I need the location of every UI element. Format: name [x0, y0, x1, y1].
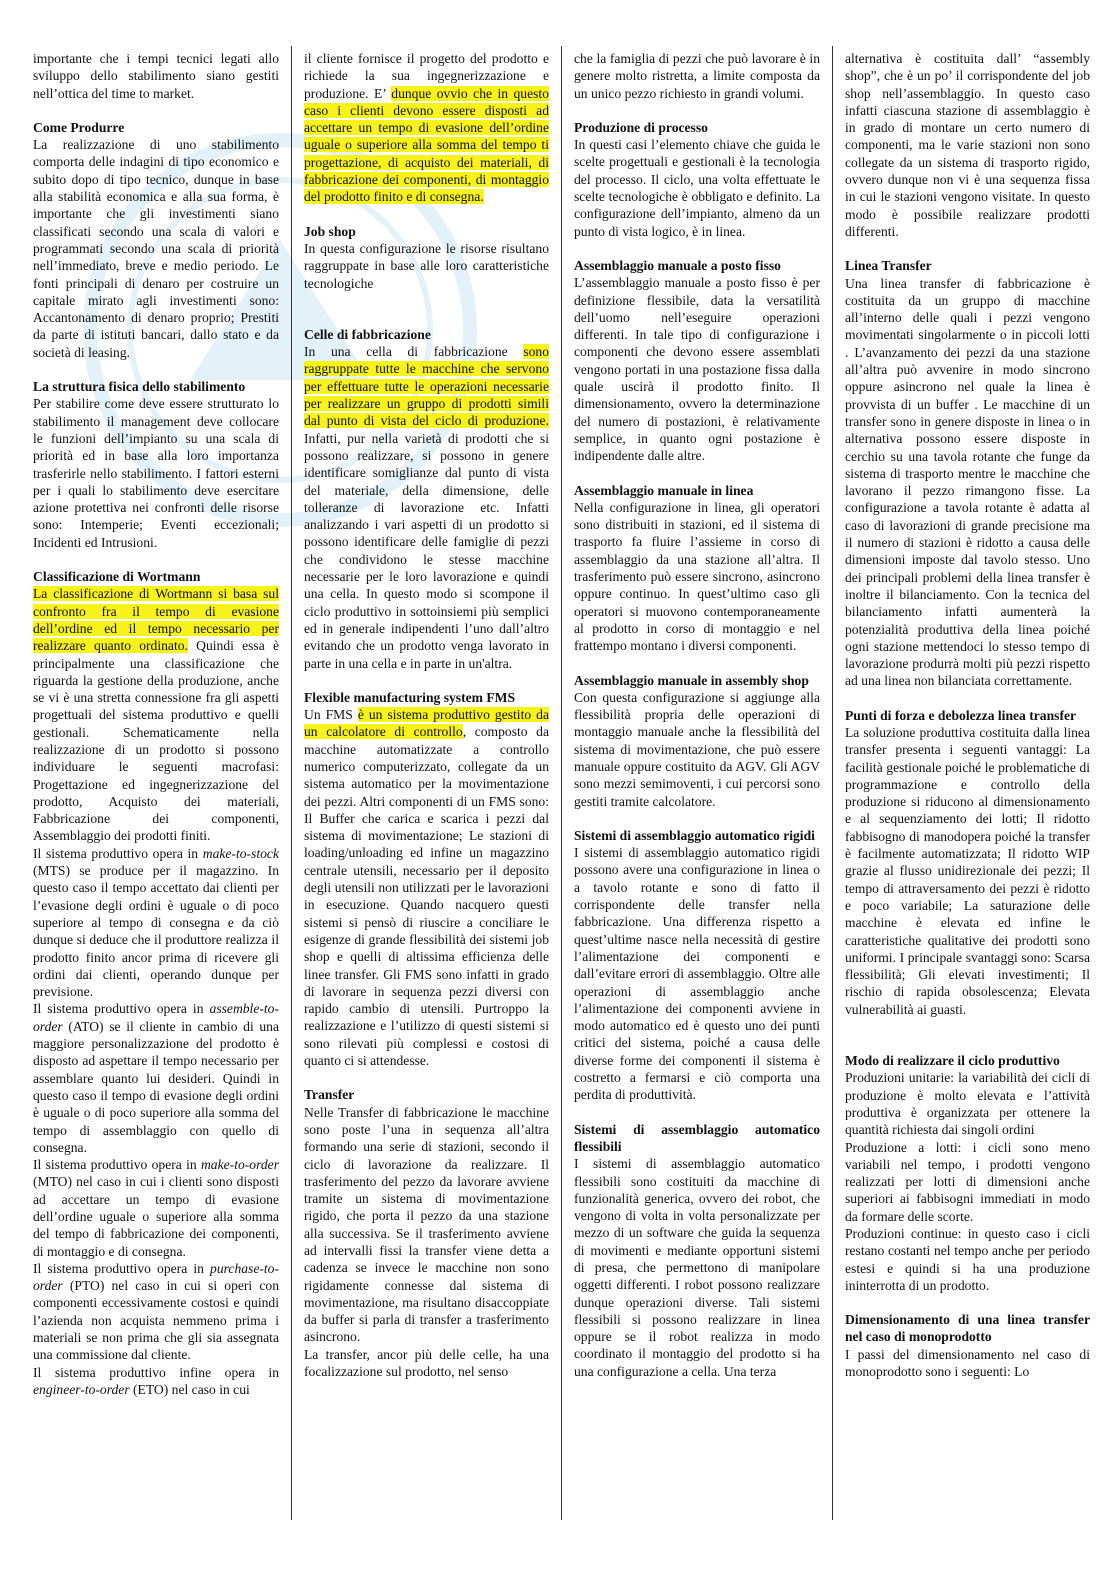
- section-assembly-shop: [574, 672, 820, 810]
- paragraph: La realizzazione di uno stabilimento comporta delle indagini di tipo economico e subito dopo di tipo tecnico, dunque in base alla stabilità economica e alla sua forma, è importante che gli investimenti siano classificati secondo una scala di valori e programmati secondo una scala di priorità nell’immediato, breve e medio periodo. Le fonti principali di denaro per costruire un capitale mirato agli investimenti sono: Accantonamento di denaro proprio; Prestiti da parte di istituti bancari, dallo stato e da società di leasing.: [33, 137, 279, 360]
- paragraph-pto: Il sistema produttivo opera in purchase-to-order (PTO) nel caso in cui si operi con componenti eccessivamente costosi e quindi l’azienda non acquista nemmeno prima i materiali se non prima che gli sia assegnata una commissione dal cliente.: [33, 1260, 279, 1363]
- paragraph-mto: Il sistema produttivo opera in make-to-order (MTO) nel caso in cui i clienti sono disposti ad accettare un tempo di evasione dell’ordine uguale o superiore alla somma del tempo di fabbricazione dei componenti, di montaggio e di consegna.: [33, 1157, 279, 1259]
- paragraph: La transfer, ancor più delle celle, ha una focalizzazione sul prodotto, nel senso: [304, 1346, 549, 1380]
- paragraph: In questi casi l’elemento chiave che guida le scelte progettuali e gestionali è la tecnologia del processo. Il ciclo, una volta effettuate le scelte tecnologiche è obbligato e definito. La configurazione dell’impianto, almeno da un punto di vista logico, è in linea.: [574, 137, 820, 239]
- section-heading: Come Produrre: [33, 119, 125, 135]
- section-heading: Linea Transfer: [845, 258, 932, 274]
- section-produzione-processo: [574, 119, 820, 240]
- column-divider: [561, 46, 562, 1520]
- section-modo-ciclo: [845, 1052, 1090, 1294]
- paragraph: Una linea transfer di fabbricazione è costituita da un gruppo di macchine all’interno delle quali i pezzi vengono movimentati singolarmente o in piccoli lotti . L’avanzamento dei pezzi da una stazione all’altra può avvenire in modo sincrono oppure asincrono nel quale la linea è provvista di un buffer . Le macchine di un transfer sono in genere disposte in linea o in alternativa possono essere disposte in cerchio su una tavola rotante che funge da sistema di trasporto mentre le macchine che lavorano il pezzo rimangono fisse. La configurazione a tavola rotante è adatta al caso di lavorazioni di grande precisione ma il numero di stazioni è ridotto a causa delle dimensioni imposte dal tavolo stesso. Uno dei principali problemi della linea transfer è inoltre il bilanciamento. Con la tecnica del bilanciamento infatti aumenterà la potenzialità produttiva della linea poiché ogni stazione mettendoci lo stesso tempo di lavorazione produrrà molti più pezzi rispetto ad una linea non bilanciata correttamente.: [845, 275, 1090, 689]
- section-fms: [304, 689, 549, 1070]
- section-heading: Sistemi di assemblaggio automatico rigidi: [574, 827, 815, 843]
- term: assemble-to-order: [33, 1001, 279, 1034]
- section-in-linea: [574, 482, 820, 655]
- paragraph: Produzioni unitarie: la variabilità dei cicli di produzione è molto elevata e l’attività produttiva è organizzata per ottenere la quantità richiesta dai singoli ordini: [845, 1070, 1090, 1138]
- section-struttura-fisica: [33, 378, 279, 551]
- highlighted-text: è un sistema produttivo gestito da un calcolatore di controllo: [304, 707, 549, 740]
- section-heading: Assemblaggio manuale in linea: [574, 482, 754, 498]
- paragraph: I sistemi di assemblaggio automatico rigidi possono avere una configurazione in linea o a tavolo rotante e sono di fatto il corrispondente delle transfer nella fabbricazione. Una differenza rispetto a quest’ultime nasce nella necessità di gestire l’alimentazione dei componenti e dall’evitare errori di assemblaggio. Oltre alle operazioni di assemblaggio anche l’alimentazione dei componenti avviene in modo automatico ed è questo uno dei punti critici del sistema, poiché a causa delle diverse forme dei componenti il sistema è costretto a fermarsi e ciò comporta una perdita di produttività.: [574, 845, 820, 1103]
- paragraph: In una cella di fabbricazione sono raggruppate tutte le macchine che servono per effettuare tutte le operazioni necessarie per realizzare un gruppo di prodotti simili dal punto di vista del ciclo di produzione. Infatti, pur nella varietà di prodotti che si possono realizzare, si possono in genere identificare somiglianze dal punto di vista del materiale, della dimensione, delle tolleranze di lavorazione etc. Infatti analizzando i vari aspetti di un prodotto si possono identificare delle famiglie di pezzi che condividono le stesse macchine necessarie per le loro lavorazione e quindi una cella. In questo modo si scompone il ciclo produttivo in sottoinsiemi più semplici ed in generale indipendenti l’uno dall’altro evitando che un prodotto venga lavorato in parte in una cella e in parte in un'altra.: [304, 344, 549, 671]
- column-4: [845, 50, 1090, 1380]
- section-heading: Assemblaggio manuale a posto fisso: [574, 257, 781, 273]
- paragraph: Per stabilire come deve essere strutturato lo stabilimento il management deve collocare le funzioni dell’impianto su una scala di priorità ed in base alla loro importanza trasferirle nello stabilimento. I fattori esterni per i quali lo stabilimento deve esercitare azione protettiva nei confronti delle risorse sono: Intemperie; Eventi eccezionali; Incidenti ed Intrusioni.: [33, 396, 279, 550]
- column-3: [574, 50, 820, 1380]
- term: engineer-to-order: [33, 1381, 130, 1397]
- paragraph: il cliente fornisce il progetto del prodotto e richiede la sua ingegnerizzazione e produzione. E’ dunque ovvio che in questo caso i clienti devono essere disposti ad accettare un tempo di evasione dell’ordine uguale o superiore alla somma del tempo ti progettazione, di acquisto dei materiali, di fabbricazione dei componenti, di montaggio del prodotto finito e di consegna.: [304, 51, 549, 205]
- paragraph: La classificazione di Wortmann si basa sul confronto fra il tempo di evasione dell’ordine ed il tempo necessario per realizzare quanto ordinato. Quindi essa è principalmente una classificazione che riguarda la gestione della produzione, anche se vi è una stretta connessione fra gli aspetti progettuali del sistema produttivo e quelli gestionali. Schematicamente nella realizzazione di un prodotto si possono individuare le seguenti macrofasi: Progettazione ed ingegnerizzazione del prodotto, Acquisto dei materiali, Fabbricazione dei componenti, Assemblaggio dei prodotti finiti.: [33, 586, 279, 844]
- column-divider: [832, 46, 833, 1520]
- paragraph: In questa configurazione le risorse risultano raggruppate in base alle loro caratteristiche tecnologiche: [304, 240, 549, 291]
- paragraph: L’assemblaggio manuale a posto fisso è per definizione flessibile, data la versatilità dell’uomo nell’eseguire operazioni differenti. In tale tipo di configurazione i componenti che devono essere assemblati vengono portati in una postazione fissa dalla quale uscirà il prodotto finito. Il dimensionamento, ovvero la determinazione del numero di postazioni, è relativamente semplice, in quanto ogni postazione è indipendente dalle altre.: [574, 275, 820, 464]
- highlighted-text: dunque ovvio che in questo caso i clienti devono essere disposti ad accettare un tempo di evasione dell’ordine uguale o superiore alla somma del tempo ti progettazione, di acquisto dei materiali, di fabbricazione dei componenti, di montaggio del prodotto finito e di consegna.: [304, 85, 549, 205]
- section-job-shop: [304, 223, 549, 292]
- section-heading: Sistemi di assemblaggio automatico flessibili: [574, 1121, 820, 1154]
- section-celle: [304, 326, 549, 672]
- section-posto-fisso: [574, 257, 820, 465]
- term: make-to-order: [200, 1157, 279, 1173]
- section-heading: Modo di realizzare il ciclo produttivo: [845, 1053, 1060, 1069]
- paragraph: La soluzione produttiva costituita dalla linea transfer presenta i seguenti vantaggi: La facilità gestionale poiché le problematiche di programmazione e controllo della produzione si riducono al dimensionamento e al sequenziamento dei lotti; Il ridotto fabbisogno di manodopera poiché la transfer è facilmente automatizzata; Il ridotto WIP grazie al flusso unidirezionale dei pezzi; Il tempo di attraversamento dei pezzi è ridotto e poco variabile; La saturazione delle macchine è elevata ed infine le caratteristiche qualitative dei prodotti sono uniformi. I principale svantaggi sono: Scarsa flessibilità; Gli elevati investimenti; Il rischio di rapida obsolescenza; Elevata vulnerabilità ai guasti.: [845, 724, 1090, 1017]
- section-dimensionamento: [845, 1311, 1090, 1380]
- section-punti-forza: [845, 707, 1090, 1018]
- section-flessibili: [574, 1121, 820, 1380]
- paragraph: Produzioni continue: in questo caso i cicli restano costanti nel tempo anche per periodo estesi e quindi si ha una produzione ininterrotta di un prodotto.: [845, 1226, 1090, 1293]
- highlighted-text: sono raggruppate tutte le macchine che servono per effettuare tutte le operazioni necessarie per realizzare un gruppo di prodotti simili dal punto di vista del ciclo di produzione.: [304, 344, 549, 429]
- paragraph: I sistemi di assemblaggio automatico flessibili sono costituiti da macchine di funzionalità generica, ovvero dei robot, che vengono di volta in volta personalizzate per mezzo di un software che guida la sequenza di movimenti e mediante opportuni sistemi di presa, che permettono di manipolare oggetti differenti. I robot possono realizzare dunque operazioni diverse. Tali sistemi flessibili si possono realizzare in linea oppure se il robot realizza in modo coordinato il montaggio del prodotto si ha una configurazione a cella. Una terza: [574, 1156, 820, 1379]
- paragraph-mts: Il sistema produttivo opera in make-to-stock (MTS) se produce per il magazzino. In questo caso il tempo accettato dai clienti per l’evasione degli ordini è uguale o di poco superiore al tempo di consegna e da ciò dunque si deduce che il produttore realizza il prodotto finito ancor prima di ricevere gli ordini dai clienti, operando dunque per previsione.: [33, 845, 279, 1000]
- highlighted-text: La classificazione di Wortmann si basa sul confronto fra il tempo di evasione dell’ordine ed il tempo necessario per realizzare quanto ordinato.: [33, 586, 279, 654]
- section-heading: La struttura fisica dello stabilimento: [33, 379, 246, 395]
- section-heading: Celle di fabbricazione: [304, 326, 431, 342]
- term: purchase-to-order: [33, 1260, 279, 1294]
- paragraph: Con questa configurazione si aggiunge alla flessibilità propria delle operazioni di montaggio manuale anche la flessibilità del sistema di movimentazione, che può essere manuale oppure costituito da AGV. Gli AGV sono mezzi semimoventi, i cui percorsi sono gestiti tramite calcolatore.: [574, 689, 820, 809]
- paragraph: importante che i tempi tecnici legati allo sviluppo dello stabilimento siano gestiti nell’ottica del time to market.: [33, 51, 279, 101]
- paragraph: alternativa è costituita dall’ “assembly shop”, che è un po’ il corrispondente del job shop nell’assemblaggio. In questo caso infatti ciascuna stazione di assemblaggio è in grado di montare un certo numero di componenti, ma le varie stazioni non sono collegate da un sistema di trasporto rigido, ovvero dunque non vi è una sequenza fissa in cui le stazioni vengono visitate. In questo modo è possibile realizzare prodotti differenti.: [845, 51, 1090, 239]
- term: make-to-stock: [202, 845, 279, 861]
- paragraph: Nella configurazione in linea, gli operatori sono distribuiti in stazioni, ed il sistema di trasporto fa fluire l’assieme in corso di assemblaggio da una stazione all’altra. Il trasferimento può essere sincrono, asincrono oppure continuo. In quest’ultimo caso gli operatori si muovono contemporaneamente al prodotto in corso di montaggio e nel frattempo montano i diversi componenti.: [574, 499, 820, 654]
- paragraph-ato: Il sistema produttivo opera in assemble-to-order (ATO) se il cliente in cambio di una maggiore personalizzazione del prodotto è disposto ad aspettare il tempo necessario per assemblare quanto lui desideri. Quindi in questo caso il tempo di evasione degli ordini è uguale o di poco superiore alla somma del tempo di assemblaggio con quello di consegna.: [33, 1001, 279, 1155]
- section-heading: Dimensionamento di una linea transfer nel caso di monoprodotto: [845, 1312, 1090, 1345]
- section-heading: Assemblaggio manuale in assembly shop: [574, 672, 809, 688]
- section-wortmann: [33, 568, 279, 1398]
- paragraph-eto: Il sistema produttivo infine opera in engineer-to-order (ETO) nel caso in cui: [33, 1364, 279, 1397]
- paragraph: Produzione a lotti: i cicli sono meno variabili nel tempo, i prodotti vengono realizzati per lotti di dimensioni anche superiori ai fabbisogni immediati in modo da formare delle scorte.: [845, 1139, 1090, 1224]
- section-heading: Job shop: [304, 223, 356, 239]
- section-rigidi: [574, 827, 820, 1104]
- section-linea-transfer: [845, 257, 1090, 689]
- section-heading: Classificazione di Wortmann: [33, 569, 201, 585]
- paragraph: Un FMS è un sistema produttivo gestito da un calcolatore di controllo, composto da macchine automatizzate a controllo numerico computerizzato, collegate da un sistema automatico per la movimentazione dei pezzi. Altri componenti di un FMS sono: Il Buffer che carica e scarica i pezzi dal sistema di movimentazione; Le stazioni di loading/unloading ed infine un magazzino centrale utensili, necessario per il deposito degli utensili non utilizzati per le lavorazioni in esecuzione. Quando nacquero questi sistemi si pensò di riuscire a conciliare le esigenze di grande flessibilità dei sistemi job shop e quelli di altissima efficienza delle linee transfer. Gli FMS sono infatti in grado di lavorare in sequenza pezzi diversi con rapido cambio di utensili. Purtroppo la realizzazione e l’utilizzo di questi sistemi si sono rilevati più complessi e costosi di quanto ci si attendesse.: [304, 707, 550, 1069]
- column-1: [33, 50, 279, 1398]
- paragraph: I passi del dimensionamento nel caso di monoprodotto sono i seguenti: Lo: [845, 1346, 1090, 1380]
- column-2: [304, 50, 549, 1380]
- section-heading: Flexible manufacturing system FMS: [304, 689, 516, 705]
- section-come-produrre: [33, 119, 279, 361]
- column-divider: [291, 46, 292, 1520]
- section-transfer: [304, 1086, 549, 1380]
- section-heading: Produzione di processo: [574, 119, 708, 135]
- section-heading: Transfer: [304, 1087, 355, 1103]
- paragraph: che la famiglia di pezzi che può lavorare è in genere molto ristretta, a limite composta da un unico pezzo richiesto in grandi volumi.: [574, 51, 820, 101]
- section-heading: Punti di forza e debolezza linea transfer: [845, 707, 1077, 723]
- paragraph: Nelle Transfer di fabbricazione le macchine sono poste l’una in sequenza all’altra formando una serie di stazioni, secondo il ciclo di lavorazione da realizzare. Il trasferimento del pezzo da lavorare avviene tramite un sistema di movimentazione rigido, che porta il pezzo da una stazione alla successiva. Se il trasferimento avviene ad intervalli fissi la transfer viene detta a cadenza se invece le macchine non sono rigidamente connesse dal sistema di movimentazione, ma risultano disaccoppiate da buffer si parla di transfer a trasferimento asincrono.: [304, 1104, 549, 1345]
